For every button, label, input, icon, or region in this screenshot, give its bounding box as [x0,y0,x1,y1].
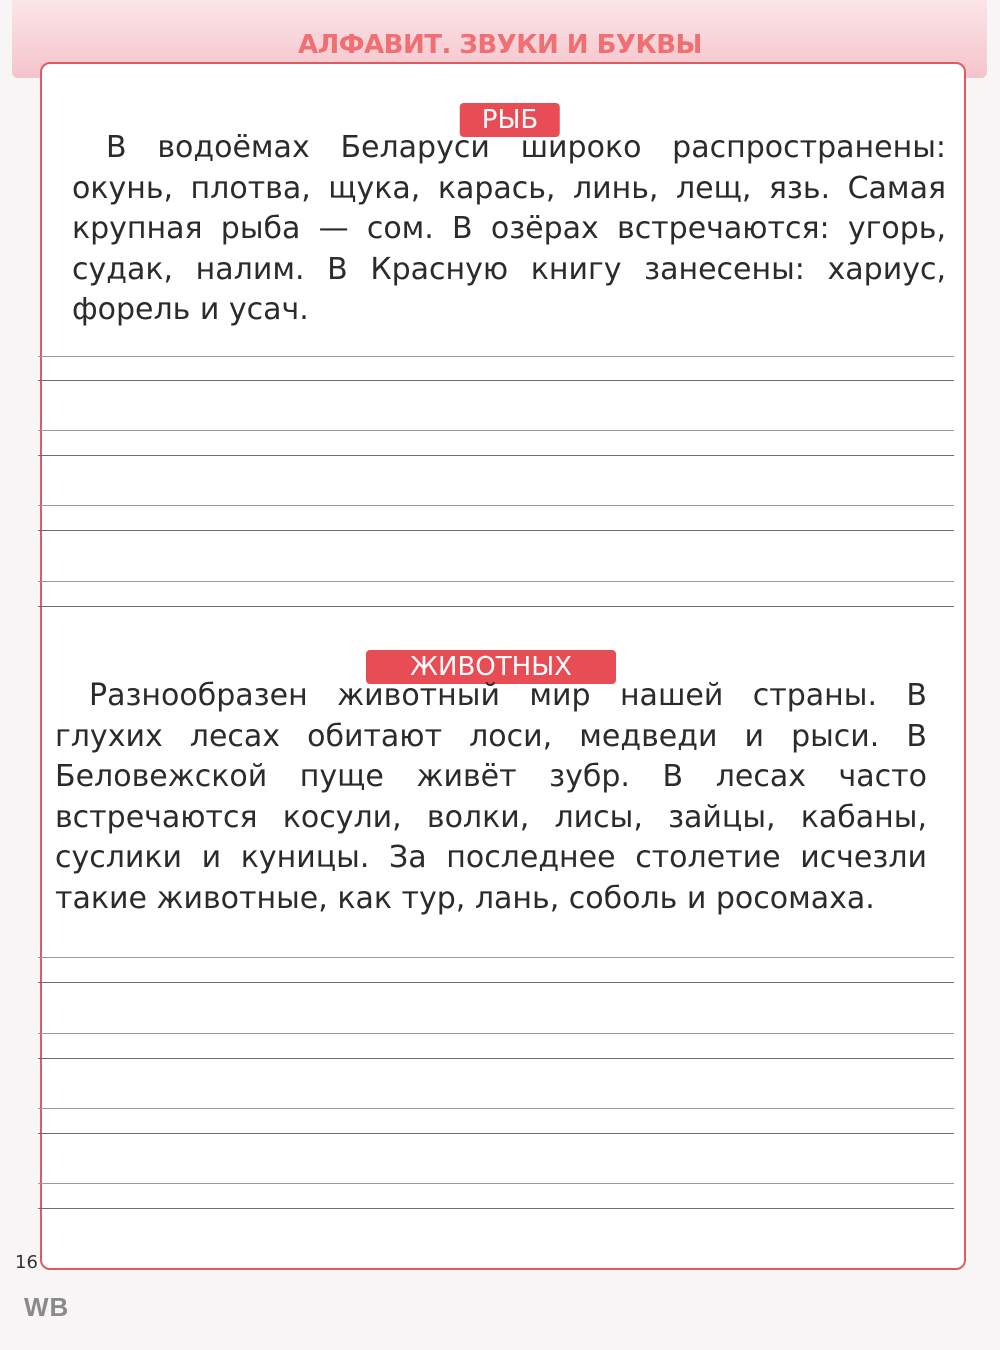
writing-line[interactable] [38,1208,954,1209]
writing-line[interactable] [38,1133,954,1134]
writing-line[interactable] [38,505,954,506]
section-tag-animals: ЖИВОТНЫХ [366,650,616,684]
writing-line[interactable] [38,1033,954,1034]
writing-line[interactable] [38,1183,954,1184]
writing-line[interactable] [38,380,954,381]
writing-line[interactable] [38,455,954,456]
writing-line[interactable] [38,530,954,531]
passage-animals: Разнообразен животный мир нашей страны. В глухих лесах обитают лоси, медведи и рыси. В Беловежской пуще живёт зубр. В лесах часто встречаются косули, волки, лисы, зайцы, кабаны, суслики и куницы. За последнее столетие исчезли такие животные, как тур, лань, соболь и росомаха. [55,678,927,916]
page-number: 16 [15,1252,38,1273]
writing-line[interactable] [38,430,954,431]
writing-line[interactable] [38,982,954,983]
writing-line[interactable] [38,1108,954,1109]
brand-watermark: WB [24,1292,70,1322]
writing-line[interactable] [38,581,954,582]
writing-line[interactable] [38,356,954,357]
writing-line[interactable] [38,606,954,607]
chapter-title: АЛФАВИТ. ЗВУКИ И БУКВЫ [298,30,702,60]
writing-line[interactable] [38,1058,954,1059]
section-tag-fish: РЫБ [460,103,560,137]
writing-line[interactable] [38,957,954,958]
passage-fish: В водоёмах Беларуси широко распространены: окунь, плотва, щука, карась, линь, лещ, язь. Самая крупная рыба — сом. В озёрах встречаются: угорь, судак, налим. В Красную книгу занесены: хариус, форель и усач. [72,130,946,327]
